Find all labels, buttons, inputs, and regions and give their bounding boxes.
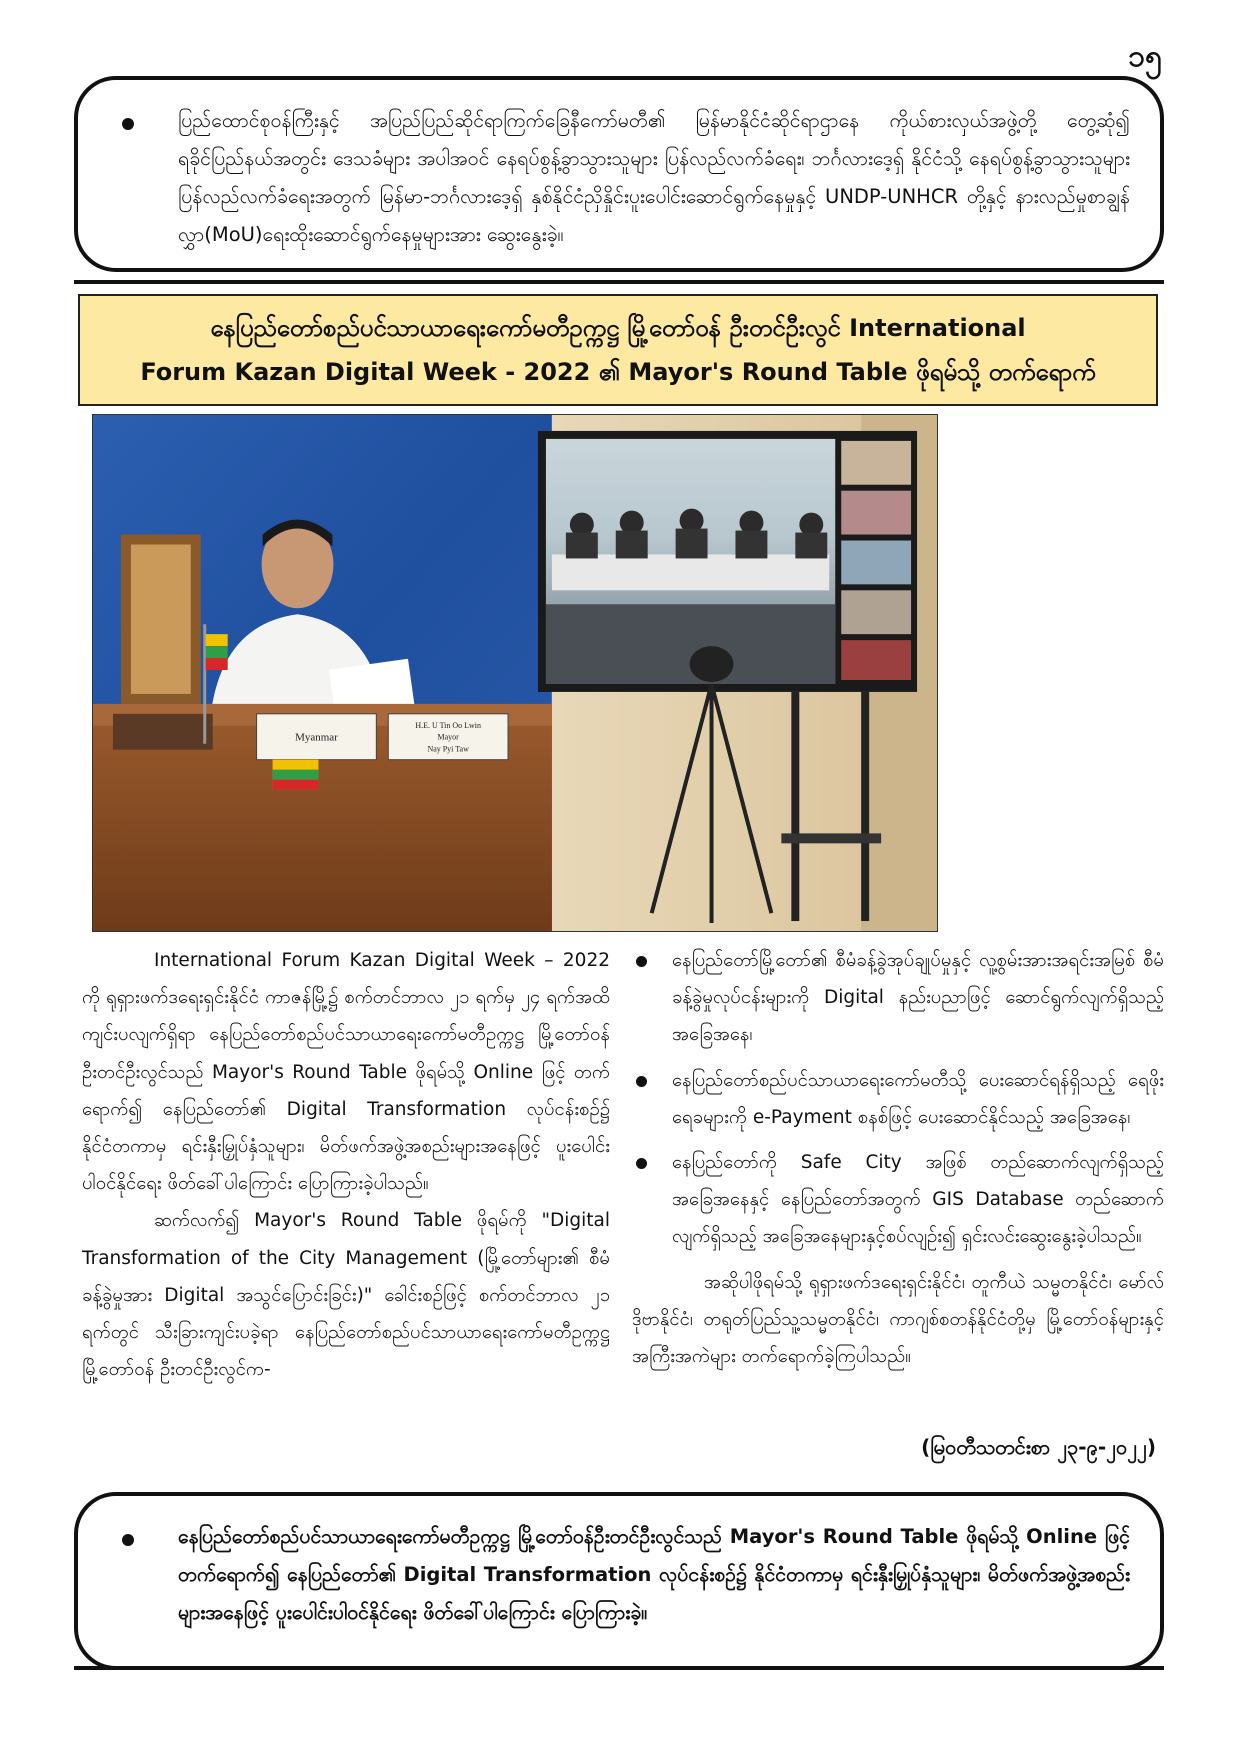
- headline: [78, 294, 1158, 406]
- page-number: ၁၅: [1128, 39, 1162, 74]
- flag-green: [206, 646, 228, 658]
- thumbnail-2: [841, 491, 911, 535]
- article-bullet-text-2: နေပြည်တော်စည်ပင်သာယာရေးကော်မတီသို့ ပေးဆောင်ရန်ရှိသည့် ရေဖိုးရေခများကို e-Payment စနစ်ဖြင့် ပေးဆောင်နိုင်သည့် အခြေအနေ၊: [672, 1069, 1164, 1128]
- name-plate-line-2: Mayor: [437, 732, 459, 742]
- article-left-column: [82, 942, 610, 1388]
- name-plate-line-3: Nay Pyi Taw: [427, 744, 469, 754]
- thumbnail-5: [841, 640, 911, 680]
- desk-sign-text: Myanmar: [295, 731, 338, 744]
- headline-line-2: Forum Kazan Digital Week - 2022 ၏ Mayor's Round Table ဖိုရမ်သို့ တက်ရောက်: [140, 358, 1096, 386]
- divider: [74, 1666, 1164, 1670]
- name-plate-line-1: H.E. U Tin Oo Lwin: [415, 720, 481, 730]
- article-bullet-text-3: နေပြည်တော်ကို Safe City အဖြစ် တည်ဆောက်လျက်ရှိသည့် အခြေအနေနှင့် နေပြည်တော်အတွက် GIS Database တည်ဆောက်လျက်ရှိသည့် အခြေအနေများနှင့်စပ်လျဉ်း၍ ရှင်းလင်းဆွေးနွေးခဲ့ပါသည်။: [672, 1152, 1164, 1248]
- bottom-summary-text: နေပြည်တော်စည်ပင်သာယာရေးကော်မတီဥက္ကဋ္ဌ မြို့တော်ဝန်ဦးတင်ဦးလွင်သည် Mayor's Round Table ဖိုရမ်သို့ Online ဖြင့် တက်ရောက်၍ နေပြည်တော်၏ Digital Transformation လုပ်ငန်းစဉ်၌ နိုင်ငံတကာမှ ရင်းနှီးမြှုပ်နှံသူများ၊ မိတ်ဖက်အဖွဲ့အစည်းများအနေဖြင့် ပူးပေါင်းပါဝင်နိုင်ရေး ဖိတ်ခေါ်ပါကြောင်း ပြောကြားခဲ့။: [178, 1525, 1130, 1624]
- article-bullet-text-1: နေပြည်တော်မြို့တော်၏ စီမံခန့်ခွဲအုပ်ချုပ်မှုနှင့် လူ့စွမ်းအားအရင်းအမြစ် စီမံခန့်ခွဲမှုလုပ်ငန်းများကို Digital နည်းပညာဖြင့် ဆောင်ရွက်လျက်ရှိသည့် အခြေအနေ၊: [672, 950, 1164, 1046]
- headline-line-1: နေပြည်တော်စည်ပင်သာယာရေးကော်မတီဥက္ကဋ္ဌ မြို့တော်ဝန် ဦးတင်ဦးလွင် International: [210, 314, 1026, 342]
- screen-table: [552, 554, 829, 590]
- news-photo: [92, 414, 938, 932]
- tv-stand-2: [861, 692, 869, 921]
- article-bullet: [632, 1144, 1164, 1256]
- bullet-icon: [122, 118, 134, 130]
- thumbnail-4: [841, 590, 911, 634]
- tv-stand: [791, 692, 799, 921]
- article-right-column: [632, 942, 1164, 1375]
- article-bullet: [632, 1062, 1164, 1136]
- top-summary-text: ပြည်ထောင်စုဝန်ကြီးနှင့် အပြည်ပြည်ဆိုင်ရာကြက်ခြေနီကော်မတီ၏ မြန်မာနိုင်ငံဆိုင်ရာဌာနေ ကိုယ်စားလှယ်အဖွဲ့တို့ တွေ့ဆုံ၍ ရခိုင်ပြည်နယ်အတွင်း ဒေသခံများ အပါအဝင် နေရပ်စွန့်ခွာသွားသူများ ပြန်လည်လက်ခံရေး၊ ဘင်္ဂလားဒေ့ရှ် နိုင်ငံသို့ နေရပ်စွန့်ခွာသွားသူများ ပြန်လည်လက်ခံရေးအတွက် မြန်မာ-ဘင်္ဂလားဒေ့ရှ် နှစ်နိုင်ငံညှိနှိုင်းပူးပေါင်းဆောင်ရွက်နေမှုနှင့် UNDP-UNHCR တို့နှင့် နားလည်မှုစာချွန်လွှာ(MoU)ရေးထိုးဆောင်ရွက်နေမှုများအား ဆွေးနွေးခဲ့။: [178, 109, 1130, 246]
- notebook: [113, 714, 213, 750]
- chair-cane: [131, 544, 191, 693]
- article-paragraph-2: ဆက်လက်၍ Mayor's Round Table ဖိုရမ်ကို "Digital Transformation of the City Management (မြို့တော်များ၏ စီမံခန့်ခွဲမှုအား Digital အသွင်ပြောင်းခြင်း)" ခေါင်းစဉ်ဖြင့် စက်တင်ဘာလ ၂၁ ရက်တွင် သီးခြားကျင်းပခဲ့ရာ နေပြည်တော်စည်ပင်သာယာရေးကော်မတီဥက္ကဋ္ဌ မြို့တော်ဝန် ဦးတင်ဦးလွင်က-: [82, 1210, 610, 1381]
- bullet-icon: [636, 1158, 647, 1169]
- source-citation: (မြဝတီသတင်းစာ ၂၃-၉-၂၀၂၂): [921, 1435, 1156, 1459]
- divider: [74, 280, 1164, 284]
- bullet-icon: [122, 1534, 134, 1546]
- tv-shelf: [781, 833, 881, 843]
- bullet-icon: [636, 1076, 647, 1087]
- audience: [546, 604, 835, 684]
- flag-yellow: [206, 634, 228, 646]
- top-summary-box: [74, 76, 1164, 272]
- bullet-icon: [636, 956, 647, 967]
- camera: [690, 646, 734, 682]
- thumbnail-3: [841, 541, 911, 585]
- article-paragraph-1: International Forum Kazan Digital Week – 2022 ကို ရုရှားဖက်ဒရေးရှင်းနိုင်ငံ ကာဇန်မြို့၌ စက်တင်ဘာလ ၂၁ ရက်မှ ၂၄ ရက်အထိ ကျင်းပလျက်ရှိရာ နေပြည်တော်စည်ပင်သာယာရေးကော်မတီဥက္ကဋ္ဌ မြို့တော်ဝန် ဦးတင်ဦးလွင်သည် Mayor's Round Table ဖိုရမ်သို့ Online ဖြင့် တက်ရောက်၍ နေပြည်တော်၏ Digital Transformation လုပ်ငန်းစဉ်၌ နိုင်ငံတကာမှ ရင်းနှီးမြှုပ်နှံသူများ၊ မိတ်ဖက်အဖွဲ့အစည်းများအနေဖြင့် ပူးပေါင်းပါဝင်နိုင်ရေး ဖိတ်ခေါ်ပါကြောင်း ပြောကြားခဲ့ပါသည်။: [82, 950, 610, 1195]
- flag-card-green: [273, 770, 319, 780]
- article-bullet: [632, 942, 1164, 1054]
- article-paragraph-3: အဆိုပါဖိုရမ်သို့ ရုရှားဖက်ဒရေးရှင်းနိုင်ငံ၊ တူကီယဲ သမ္မတနိုင်ငံ၊ မော်လ်ဒိုဗာနိုင်ငံ၊ တရုတ်ပြည်သူ့သမ္မတနိုင်ငံ၊ ကာဂျစ်စတန်နိုင်ငံတို့မှ မြို့တော်ဝန်များနှင့် အကြီးအကဲများ တက်ရောက်ခဲ့ကြပါသည်။: [632, 1271, 1164, 1368]
- thumbnail-1: [841, 441, 911, 485]
- bottom-summary-box: [74, 1492, 1164, 1670]
- flag-red: [206, 658, 228, 670]
- flag-card-red: [273, 780, 319, 790]
